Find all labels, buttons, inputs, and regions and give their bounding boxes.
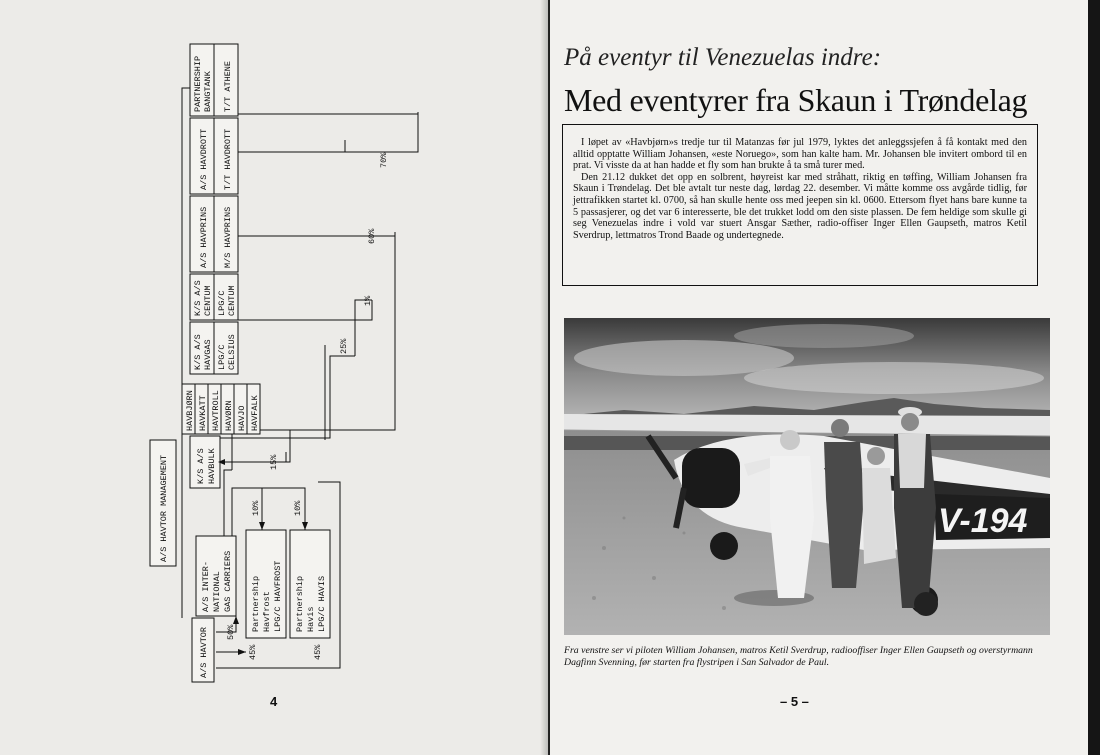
photo-scene [564,318,1050,635]
pct-60-label: 60% [367,228,377,244]
havis-line-3: LPG/C HAVIS [317,575,327,632]
international-line-2: NATIONAL [212,571,222,612]
havdrott-label: T/T HAVDROTT [223,128,233,190]
havbulk-ships [182,384,260,434]
ship-label: HAVØRN [224,400,234,431]
right-page [550,0,1088,755]
left-page [0,0,548,755]
pct-70-label: 70% [379,152,389,168]
article-photo [564,318,1050,635]
havbulk-line-2: HAVBULK [207,448,217,484]
pct-50-label: 50% [226,624,236,640]
international-line-3: GAS CARRIERS [223,550,233,612]
article-headline: Med eventyrer fra Skaun i Trøndelag [564,82,1028,118]
plane-registration: V-194 [938,502,1028,540]
centum-co-line-2: CENTUM [203,285,213,316]
havdrott-co-label: A/S HAVDROTT [199,128,209,190]
celsius-line-2: CELSIUS [227,334,237,370]
havgas-line-2: HAVGAS [203,339,213,370]
article-kicker: På eventyr til Venezuelas indre: [564,44,882,71]
pct-1-label: 1% [363,295,373,306]
ship-label: HAVTROLL [211,390,221,431]
intro-paragraph-2: Den 21.12 dukket det opp en solbrent, høyreist kar med stråhatt, riktig en tøffing, William Johansen fra Skaun i Trøndelag. Det ble avtalt tur neste dag, lørdag 22. desember. Vi måtte komme oss avgårde tidlig, før jettrafikken startet kl. 0700, så han skulle hente oss med jeepen sin kl. 0600. Ettersom flyet hans bare kunne ta 5 passasjerer, og det var 6 interesserte, ble det trukket lodd om den siste plassen. De fem heldige som skulle gi seg Venezuelas indre i vold var stuert Ansgar Sæther, radio-offiser Inger Ellen Gaupseth, matros Ketil Sverdrup, lettmatros Trond Baade og undertegnede. [573,171,1027,241]
intro-box [562,124,1038,286]
havgas-line-1: K/S A/S [193,334,203,370]
pct-45b-label: 45% [313,644,323,660]
havbulk-line-1: K/S A/S [196,448,206,484]
management-label: A/S HAVTOR MANAGEMENT [159,454,169,562]
havprins-co-label: A/S HAVPRINS [199,206,209,268]
havis-line-1: Partnership [295,575,305,632]
havfrost-line-2: Havfrost [262,591,272,632]
havprins-label: M/S HAVPRINS [223,206,233,268]
centum-line-2: CENTUM [227,285,237,316]
photo-caption: Fra venstre ser vi piloten William Johansen, matros Ketil Sverdrup, radiooffiser Inger Ellen Gaupseth og overstyrmann Dagfinn Svenning, før starten fra flystripen i San Salvador de Paul. [564,645,1033,668]
athene-label: T/T ATHENE [223,60,233,112]
ship-label: HAVFALK [250,395,260,431]
pct-10a-label: 10% [251,500,261,516]
pct-15-label: 15% [269,454,279,470]
bangtank-line-1: PARTNERSHIP [193,55,203,112]
havtor-label: A/S HAVTOR [199,626,209,678]
page-number-left: 4 [270,694,278,709]
ship-label: HAVKATT [198,395,208,431]
intro-paragraph-1: I løpet av «Havbjørn»s tredje tur til Matanzas før jul 1979, lyktes det anleggssjefen å få kontakt med den alltid opptatte William Johansen, «este Noruego», som han kalte ham. Mr. Johansen ble invitert ombord til en prat. Vi visste da at han hadde et fly som han brukte å ta små turer med. [573,137,1027,172]
pct-25-label: 25% [339,338,349,354]
international-line-1: A/S INTER- [201,560,211,612]
centum-co-line-1: K/S A/S [193,280,203,316]
havfrost-line-1: Partnership [251,575,261,632]
bangtank-line-2: BANGTANK [203,71,213,112]
intro-text [573,137,1027,241]
centum-line-1: LPG/C [217,290,227,316]
havis-line-2: Havis [306,606,316,632]
pct-10b-label: 10% [293,500,303,516]
org-chart [0,0,548,755]
pct-45a-label: 45% [248,644,258,660]
celsius-line-1: LPG/C [217,344,227,370]
havfrost-line-3: LPG/C HAVFROST [273,560,283,632]
ship-label: HAVBJØRN [185,390,195,431]
book-edge [1088,0,1100,755]
page-number-right: – 5 – [780,694,809,709]
ship-label: HAVJO [237,405,247,431]
